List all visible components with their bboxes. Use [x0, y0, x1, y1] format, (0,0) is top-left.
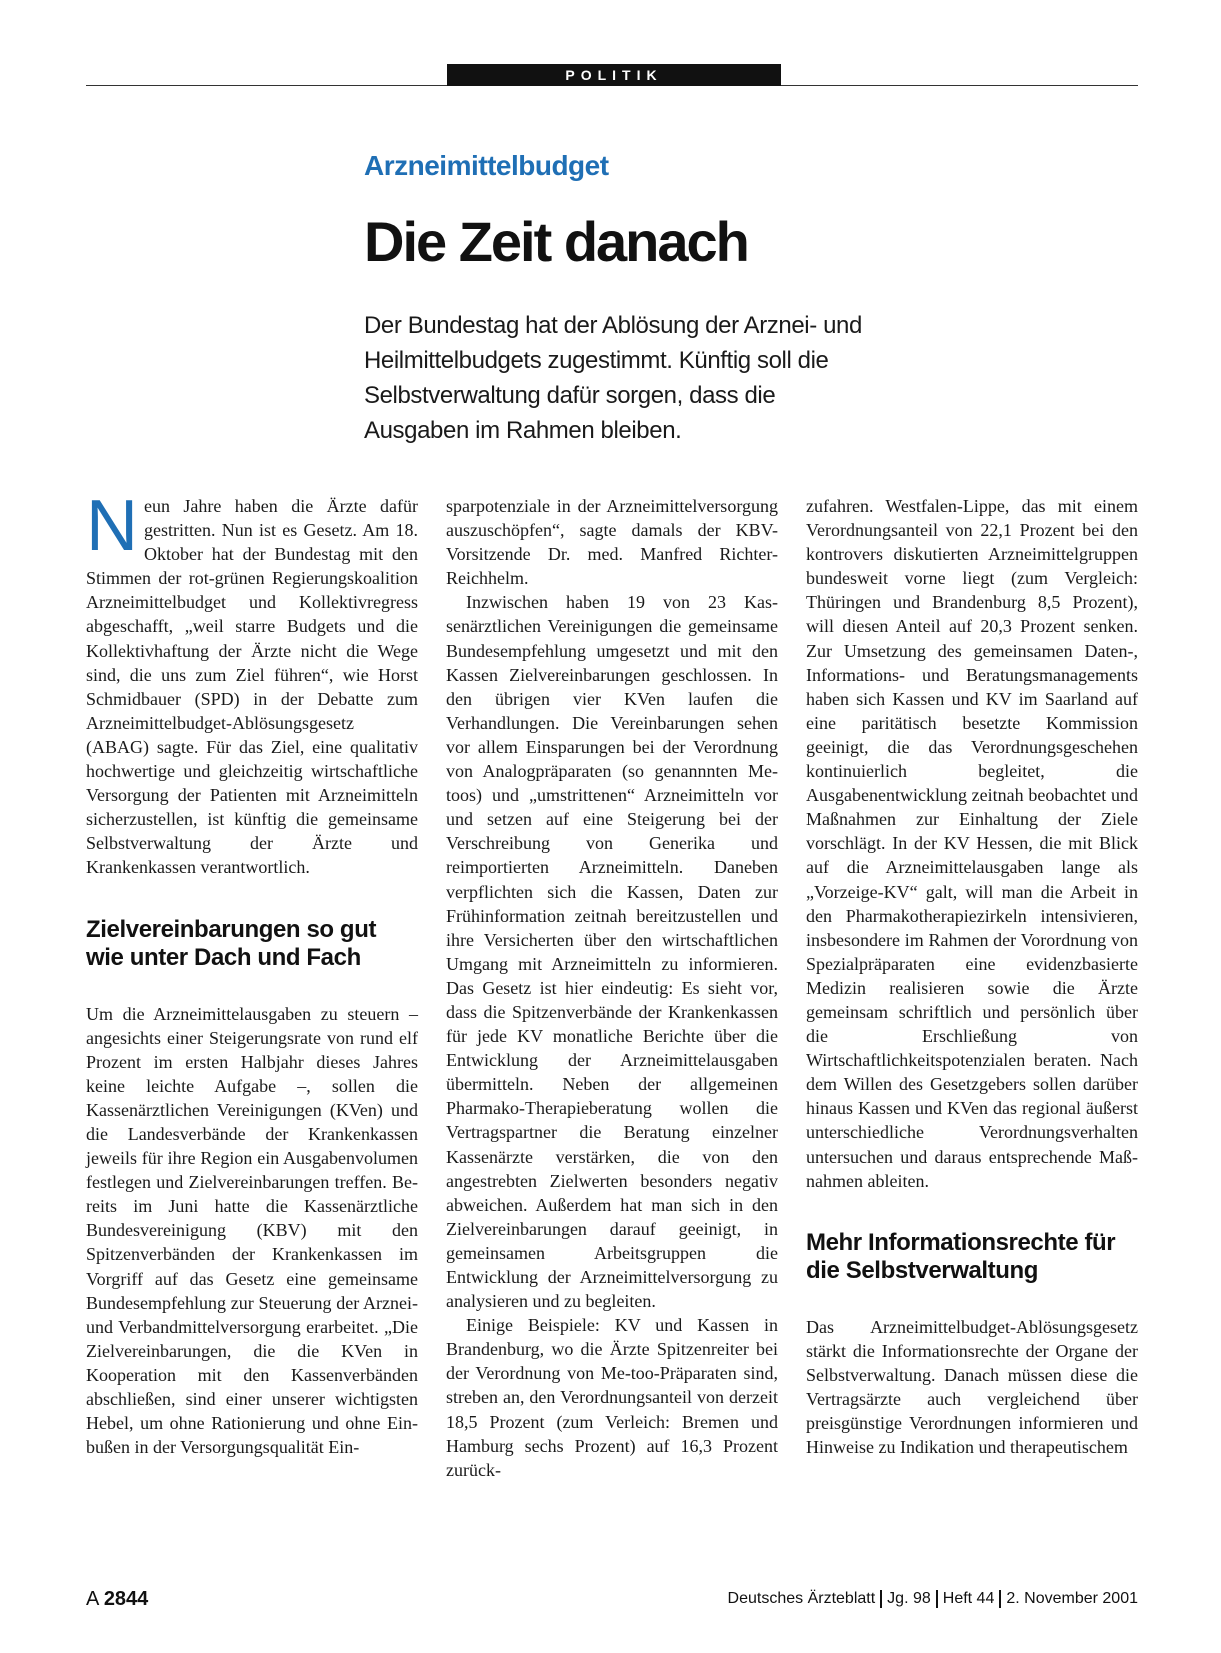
paragraph: [86, 486, 418, 880]
text-column-1: [86, 486, 418, 1459]
journal-issue: Heft 44: [942, 1590, 995, 1608]
journal-name: Deutsches Ärzteblatt: [727, 1590, 876, 1608]
article-title: Die Zeit danach: [364, 210, 748, 273]
text-column-2: [446, 494, 778, 1482]
article-kicker: Arzneimittelbudget: [364, 150, 609, 181]
paragraph: sparpotenziale in der Arzneimittelversorgung auszuschöpfen“, sagte damals der KBV-Vorsitzende Dr. med. Manfred Richter-Reichhelm.: [446, 496, 778, 589]
subheading: Mehr Informationsrechte für die Selbstverwaltung: [806, 1228, 1116, 1284]
paragraph: zufahren. Westfalen-Lippe, das mit einem Verordnungsanteil von 22,1 Prozent bei den kontrovers diskutierten Arzneimittelgruppen bundesweit vorne liegt (zum Vergleich: Thüringen und Brandenburg 8,5 Prozent), will diesen Anteil auf 20,3 Prozent senken. Zur Umsetzung des gemeinsamen Daten-, Informations- und Beratungsmanagements haben sich Kassen und KV im Saarland auf eine paritätisch besetzte Kommission geeinigt, die das Verordnungsgeschehen kontinuierlich begleitet, die Ausgabenentwicklung zeitnah beobachtet und Maßnahmen zur Einhaltung der Ziele vorschlägt. In der KV Hessen, die mit Blick auf die Arzneimittelausgaben lange als „Vorzeige-KV“ galt, will man die Arbeit in den Pharmakotherapiezirkeln intensivieren, insbesondere im Rahmen der Vorordnung von Spezialpräparaten eine evidenzbasierte Medizin realisieren sowie die Ärzte gemeinsam schriftlich und persönlich über die Erschließung von Wirtschaftlichkeitspotenzialen beraten. Nach dem Willen des Gesetzgebers sollen darüber hinaus Kassen und KVen das regional äußerst unterschiedliche Verordnungsverhalten untersuchen und daraus entsprechende Maßnahmen ableiten.: [806, 496, 1138, 1191]
text-column-3: [806, 494, 1138, 1459]
divider: [999, 1590, 1001, 1608]
divider: [936, 1590, 938, 1608]
page-prefix: A: [86, 1588, 99, 1610]
paragraph: Um die Arzneimittelausgaben zu steuern – angesichts einer Steigerungsrate von rund elf Prozent im ersten Halbjahr dieses Jahres keine leichte Aufgabe –, sollen die Kassenärztlichen Vereinigungen (KVen) und die Landesverbände der Krankenkassen jeweils für ihre Region ein Ausgabenvolumen festlegen und Zielvereinbarungen treffen. Bereits im Juni hatte die Kassenärztliche Bundesvereinigung (KBV) mit den Spitzenverbänden der Krankenkassen im Vorgriff auf das Gesetz eine gemeinsame Bundesempfehlung zur Steuerung der Arznei- und Verbandmittelversorgung erarbeitet. „Die Zielvereinbarungen, die die KVen in Kooperation mit den Kassenverbänden abschließen, sind einer unserer wichtigsten Hebel, um ohne Rationierung und ohne Einbußen in der Versorgungsqualität Ein-: [86, 1003, 418, 1458]
subheading: Zielvereinbarungen so gut wie unter Dach und Fach: [86, 915, 377, 971]
journal-date: 2. November 2001: [1006, 1590, 1138, 1608]
section-label: POLITIK: [447, 64, 781, 86]
drop-cap: N: [86, 486, 138, 566]
page-number-value: 2844: [103, 1588, 149, 1610]
paragraph: Inzwischen haben 19 von 23 Kassenärztlichen Vereinigungen die gemeinsame Bundesempfehlung umgesetzt und mit den Kassen Zielvereinbarungen geschlossen. In den übrigen vier KVen laufen die Verhandlungen. Die Vereinbarungen sehen vor allem Einsparungen bei der Verordnung von Analogpräparaten (so genannnten Metoos) und „umstrittenen“ Arzneimitteln vor und setzen auf eine Steigerung bei der Verschreibung von Generika und reimportierten Arzneimitteln. Daneben verpflichten sich die Kassen, Daten zur Frühinformation zeitnah bereitzustellen und ihre Versicherten über den wirtschaftlichen Umgang mit Arzneimitteln zu informieren. Das Gesetz ist hier eindeutig: Es sieht vor, dass die Spitzenverbände der Krankenkassen für jede KV monatliche Berichte über die Entwicklung der Arzneimittelausgaben übermitteln. Neben der allgemeinen Pharmako-Therapieberatung wollen die Vertragspartner die Beratung einzelner Kassenärzte verstärken, die von den angestrebten Zielwerten besonders negativ abweichen. Außerdem hat man sich in den Zielvereinbarungen darauf geeinigt, in gemeinsamen Arbeitsgruppen die Entwicklung der Arzneimittelversorgung zu analysieren und zu begleiten.: [446, 592, 778, 1312]
journal-info: [728, 1590, 1138, 1608]
paragraph: Einige Beispiele: KV und Kassen in Brandenburg, wo die Ärzte Spitzenreiter bei der Verordnung von Me-too-Präparaten sind, streben an, den Verordnungsanteil von derzeit 18,5 Prozent (zum Verleich: Bremen und Hamburg sechs Prozent) auf 16,3 Prozent zurück-: [446, 1315, 778, 1480]
article-lead: Der Bundestag hat der Ablösung der Arznei- und Heilmittelbudgets zugestimmt. Künftig soll die Selbstverwaltung dafür sorgen, dass die Ausgaben im Rahmen bleiben.: [364, 312, 862, 444]
divider: [880, 1590, 882, 1608]
paragraph-text: eun Jahre haben die Ärzte dafür gestritten. Nun ist es Gesetz. Am 18. Oktober hat der Bundestag mit den Stimmen der rot-grünen Regierungskoalition Arzneimittelbudget und Kollektivregress abgeschafft, „weil starre Budgets und die Kollektivhaftung der Ärzte nicht die Wege sind, die uns zum Ziel führen“, wie Horst Schmidbauer (SPD) in der Debatte zum Arzneimittelbudget-Ablösungsgesetz (ABAG) sagte. Für das Ziel, eine qualitativ hochwertige und gleichzeitig wirtschaftliche Versorgung der Patienten mit Arzneimitteln sicherzustellen, ist künftig die gemeinsame Selbstverwaltung der Ärzte und Krankenkassen verantwortlich.: [86, 496, 418, 878]
journal-volume: Jg. 98: [887, 1590, 931, 1608]
paragraph: Das Arzneimittelbudget-Ablösungsgesetz stärkt die Informationsrechte der Organe der Selbstverwaltung. Danach müssen diese die Vertragsärzte auch vergleichend über preisgünstige Verordnungen informieren und Hinweise zu Indikation und therapeutischem: [806, 1316, 1138, 1458]
page-number: [86, 1588, 148, 1611]
